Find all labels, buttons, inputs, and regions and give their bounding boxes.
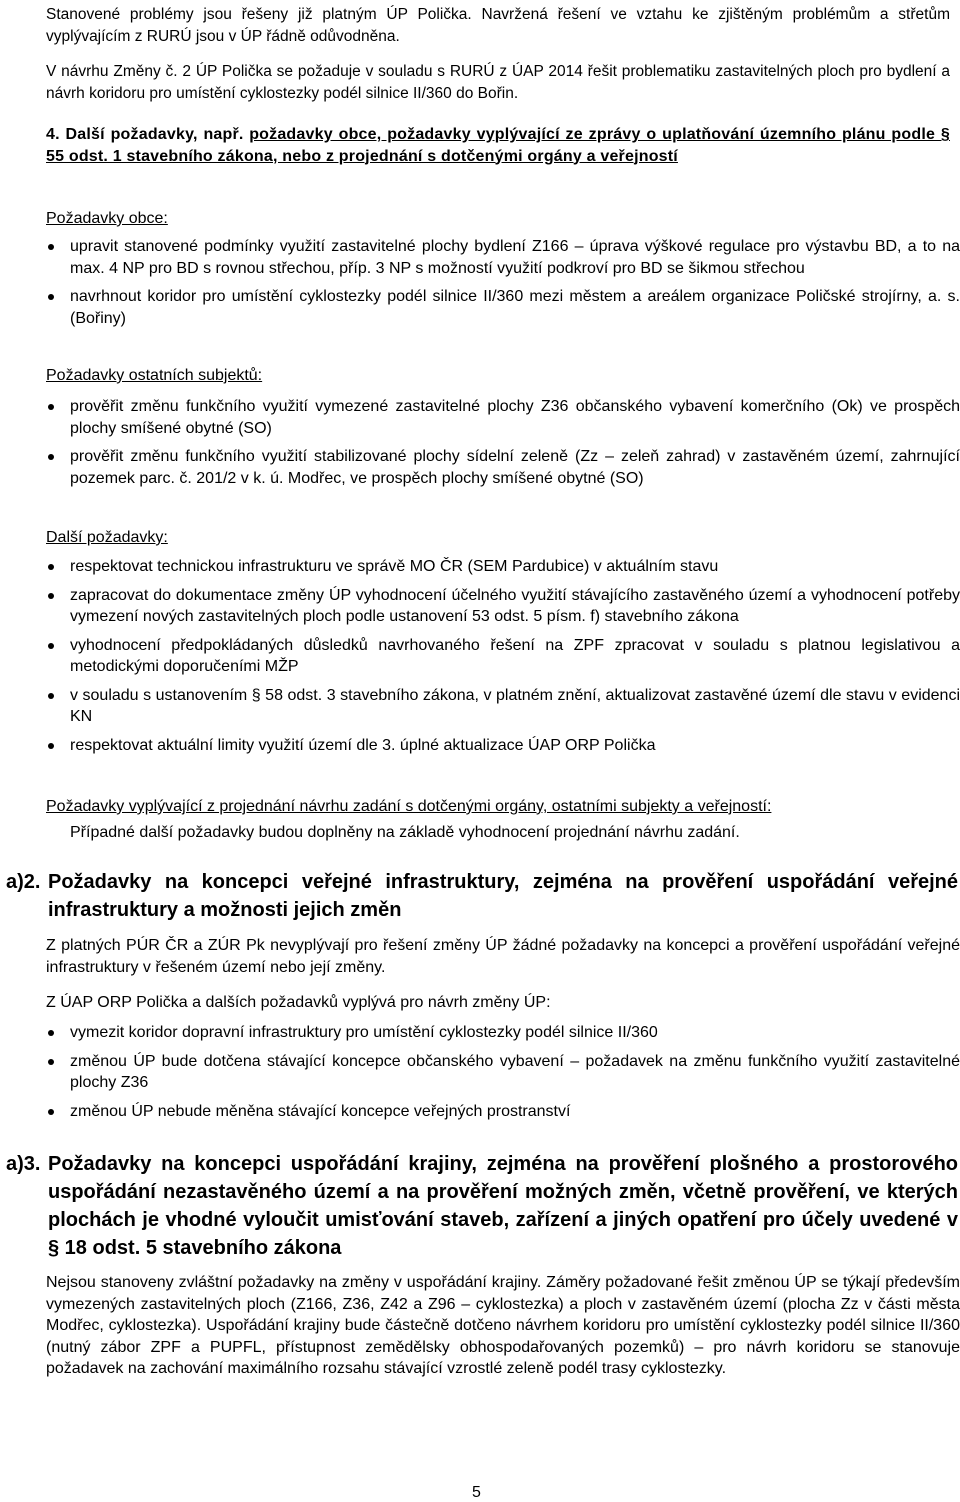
intro-paragraph-2: V návrhu Změny č. 2 ÚP Polička se požaduje v souladu s RURÚ z ÚAP 2014 řešit problematiku zastavitelných ploch pro bydlení a návrh koridoru pro umístění cyklostezky podél silnice II/360 do Bořin.: [46, 63, 950, 102]
list-item: respektovat aktuální limity využití území dle 3. úplné aktualizace ÚAP ORP Polička: [46, 735, 960, 757]
list-item: upravit stanovené podmínky využití zastavitelné plochy bydlení Z166 – úprava výškové regulace pro výstavbu BD, a to na max. 4 NP pro BD s rovnou střechou, příp. 3 NP s možností využití podkroví pro BD se šikmou střechou: [46, 236, 960, 279]
other-subjects-label: Požadavky ostatních subjektů:: [46, 367, 263, 384]
list-item: prověřit změnu funkčního využití vymezené zastavitelné plochy Z36 občanského vybavení komerčního (Ok) ve prospěch plochy smíšené obytné (SO): [46, 396, 960, 439]
consultation-requirements-text: Případné další požadavky budou doplněny na základě vyhodnocení projednání návrhu zadání.: [70, 824, 740, 841]
section-a2-title: Požadavky na koncepci veřejné infrastruktury, zejména na prověření uspořádání veřejné infrastruktury a možnosti jejich změn: [48, 871, 958, 921]
section-a2-paragraph-2: Z ÚAP ORP Polička a dalších požadavků vyplývá pro návrh změny ÚP:: [46, 994, 551, 1011]
consultation-requirements-label: Požadavky vyplývající z projednání návrhu zadání s dotčenými orgány, ostatními subjekty a veřejností:: [46, 798, 772, 815]
list-item: zapracovat do dokumentace změny ÚP vyhodnocení účelného využití stávajícího zastavěného území a vyhodnocení potřeby vymezení nových zastavitelných ploch podle ustanovení 53 odst. 5 písm. f) stavebního zákona: [46, 585, 960, 628]
section-a2-number: a)2.: [6, 871, 41, 893]
list-item: změnou ÚP bude dotčena stávající koncepce občanského vybavení – požadavek na změnu funkčního využití zastavitelné plochy Z36: [46, 1051, 960, 1094]
section-4-heading: [46, 124, 950, 167]
section-a3-title: Požadavky na koncepci uspořádání krajiny, zejména na prověření plošného a prostorového uspořádání nezastavěného území a na prověření možných změn, včetně prověření, ve kterých plochách je vhodné vyloučit umisťování staveb, zařízení a jiných opatření pro účely uvedené v § 18 odst. 5 stavebního zákona: [48, 1153, 958, 1259]
list-item: vymezit koridor dopravní infrastruktury pro umístění cyklostezky podél silnice II/360: [46, 1022, 960, 1044]
obce-requirements-list: [46, 236, 960, 329]
obce-requirements-label: Požadavky obce:: [46, 210, 168, 227]
other-subjects-list: [46, 396, 960, 489]
list-item: respektovat technickou infrastrukturu ve správě MO ČR (SEM Pardubice) v aktuálním stavu: [46, 556, 960, 578]
section-4-heading-lead: 4. Další požadavky, např.: [46, 126, 244, 143]
list-item: vyhodnocení předpokládaných důsledků navrhovaného řešení na ZPF zpracovat v souladu s platnou legislativou a metodickými doporučeními MŽP: [46, 635, 960, 678]
page-number: 5: [472, 1484, 481, 1501]
section-a2-list: [46, 1022, 960, 1122]
section-a3-number: a)3.: [6, 1153, 41, 1175]
section-4-heading-underlined: požadavky obce, požadavky vyplývající ze zprávy o uplatňování územního plánu podle § 55 odst. 1 stavebního zákona, nebo z projednání s dotčenými orgány a veřejností: [46, 126, 950, 165]
further-requirements-list: [46, 556, 960, 756]
section-a3-paragraph-1: Nejsou stanoveny zvláštní požadavky na změny v uspořádání krajiny. Záměry požadované řešit změnou ÚP se týkají především vymezených zastavitelných ploch (Z166, Z36, Z42 a Z96 – cyklostezka) a ploch v zastavěném území (plocha Zz v části města Modřec, cyklostezka). Uspořádání krajiny bude částečně dotčeno návrhem koridoru pro umístění cyklostezky podél silnice II/360 (nutný zábor ZPF a PUPFL, přístupnost zemědělsky obhospodařovaných pozemků) – pro návrh koridoru se stanovuje požadavek na zachování maximálního rozsahu stávající vzrostlé zeleně podél trasy cyklostezky.: [46, 1274, 960, 1377]
list-item: změnou ÚP nebude měněna stávající koncepce veřejných prostranství: [46, 1101, 960, 1123]
list-item: prověřit změnu funkčního využití stabilizované plochy sídelní zeleně (Zz – zeleň zahrad) v zastavěném území, zahrnující pozemek parc. č. 201/2 v k. ú. Modřec, ve prospěch plochy smíšené obytné (SO): [46, 446, 960, 489]
section-a2-paragraph-1: Z platných PÚR ČR a ZÚR Pk nevyplývají pro řešení změny ÚP žádné požadavky na koncepci a prověření uspořádání veřejné infrastruktury v řešeném území nebo její změny.: [46, 937, 960, 976]
further-requirements-label: Další požadavky:: [46, 529, 168, 546]
list-item: v souladu s ustanovením § 58 odst. 3 stavebního zákona, v platném znění, aktualizovat zastavěné území dle stavu v evidenci KN: [46, 685, 960, 728]
list-item: navrhnout koridor pro umístění cyklostezky podél silnice II/360 mezi městem a areálem organizace Poličské strojírny, a. s. (Bořiny): [46, 286, 960, 329]
intro-paragraph-1: Stanovené problémy jsou řešeny již platným ÚP Polička. Navržená řešení ve vztahu ke zjištěným problémům a střetům vyplývajícím z RURÚ jsou v ÚP řádně odůvodněna.: [46, 6, 950, 45]
